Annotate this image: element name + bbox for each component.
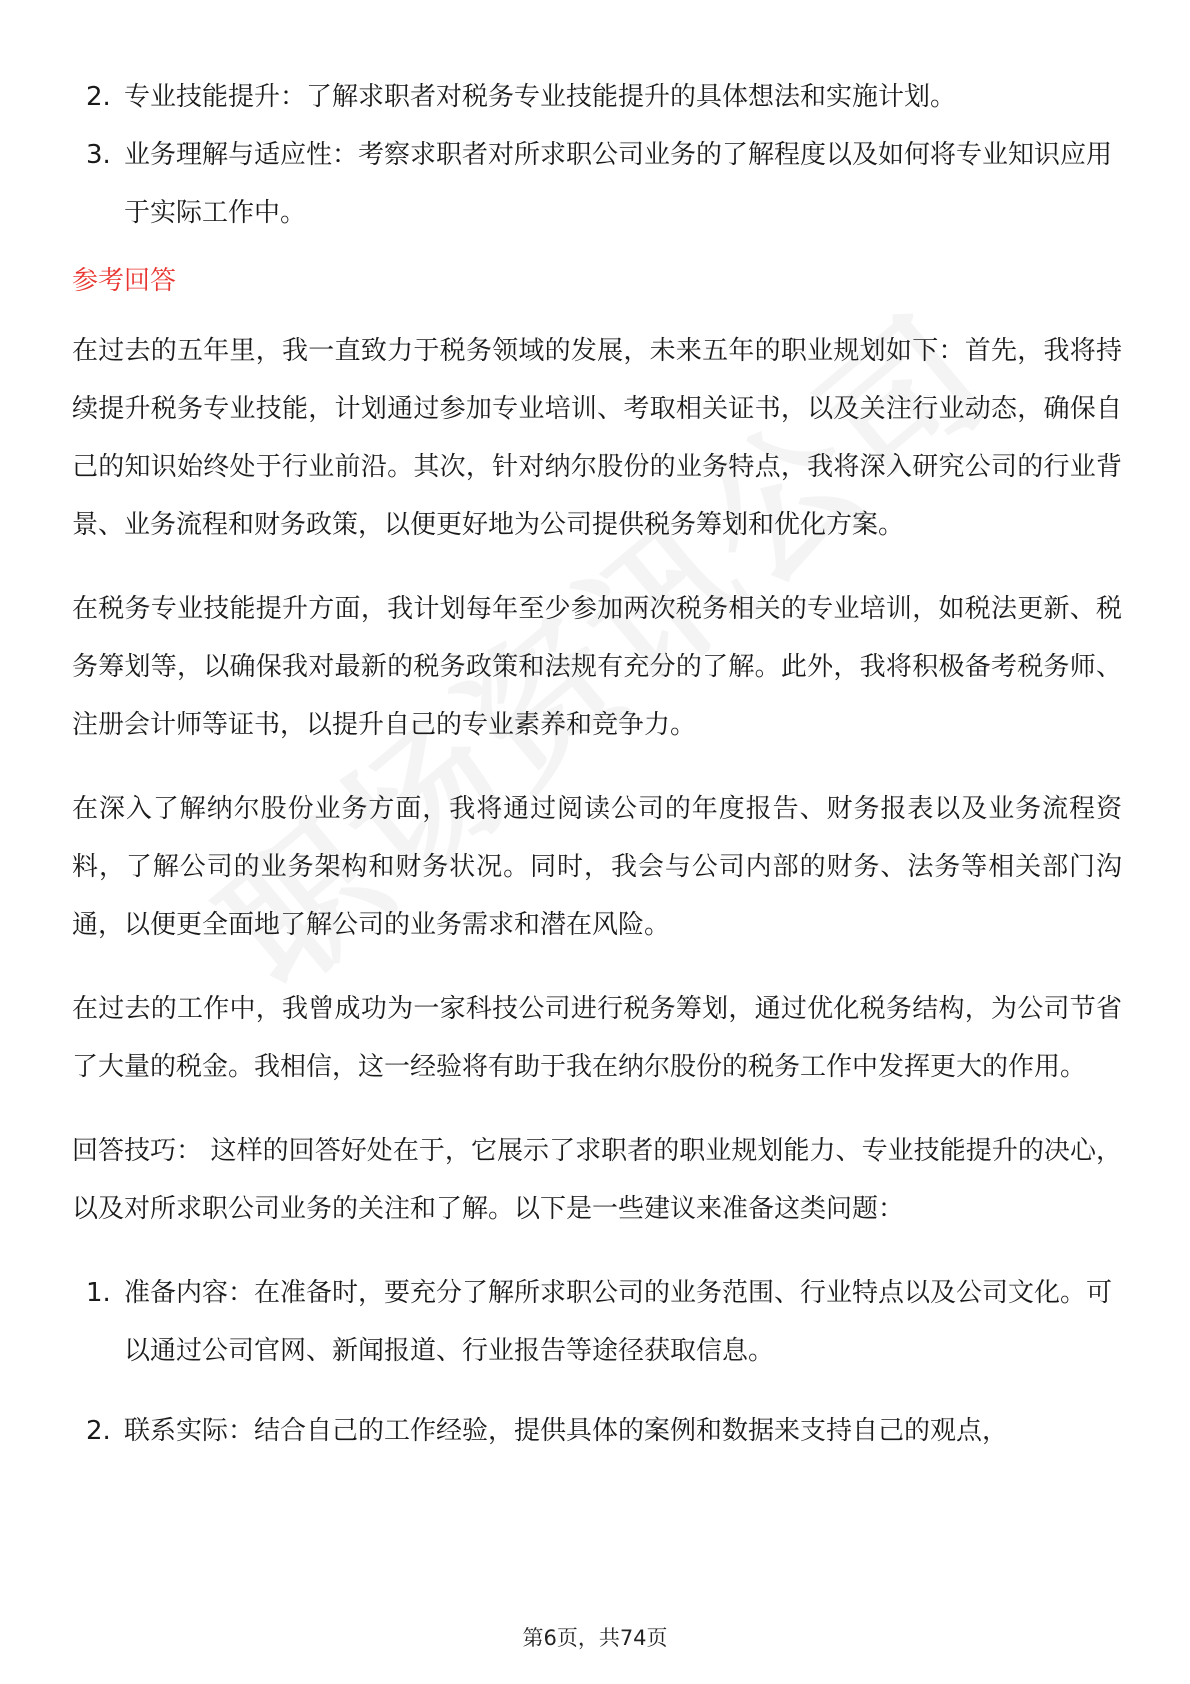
answer-paragraph: 在深入了解纳尔股份业务方面，我将通过阅读公司的年度报告、财务报表以及业务流程资料，了解公司的业务架构和财务状况。同时，我会与公司内部的财务、法务等相关部门沟通，以便更全面地了解公司的业务需求和潜在风险。 — [72, 794, 1122, 940]
list-item — [72, 1264, 1122, 1380]
tips-list — [72, 1264, 1122, 1460]
section-title: 参考回答 — [72, 266, 177, 296]
list-number: 1. — [86, 1278, 111, 1308]
list-text: 专业技能提升：了解求职者对税务专业技能提升的具体想法和实施计划。 — [124, 82, 957, 112]
list-number: 2. — [86, 82, 111, 112]
list-text: 联系实际：结合自己的工作经验，提供具体的案例和数据来支持自己的观点， — [124, 1416, 1009, 1446]
answer-paragraph: 在过去的五年里，我一直致力于税务领域的发展，未来五年的职业规划如下：首先，我将持续提升税务专业技能，计划通过参加专业培训、考取相关证书，以及关注行业动态，确保自己的知识始终处于行业前沿。其次，针对纳尔股份的业务特点，我将深入研究公司的行业背景、业务流程和财务政策，以便更好地为公司提供税务筹划和优化方案。 — [72, 336, 1122, 540]
question-points-list — [72, 68, 1122, 242]
tips-intro-paragraph: 回答技巧： 这样的回答好处在于，它展示了求职者的职业规划能力、专业技能提升的决心，以及对所求职公司业务的关注和了解。以下是一些建议来准备这类问题： — [72, 1136, 1122, 1224]
answer-paragraph: 在税务专业技能提升方面，我计划每年至少参加两次税务相关的专业培训，如税法更新、税务筹划等，以确保我对最新的税务政策和法规有充分的了解。此外，我将积极备考税务师、注册会计师等证书，以提升自己的专业素养和竞争力。 — [72, 594, 1122, 740]
list-number: 3. — [86, 140, 111, 170]
list-item — [72, 126, 1122, 242]
list-text: 准备内容：在准备时，要充分了解所求职公司的业务范围、行业特点以及公司文化。可以通过公司官网、新闻报道、行业报告等途径获取信息。 — [124, 1278, 1113, 1366]
page-content — [72, 68, 1122, 1482]
list-item — [72, 1402, 1122, 1460]
answer-paragraph: 在过去的工作中，我曾成功为一家科技公司进行税务筹划，通过优化税务结构，为公司节省了大量的税金。我相信，这一经验将有助于我在纳尔股份的税务工作中发挥更大的作用。 — [72, 994, 1122, 1082]
list-text: 业务理解与适应性：考察求职者对所求职公司业务的了解程度以及如何将专业知识应用于实际工作中。 — [124, 140, 1113, 228]
list-number: 2. — [86, 1416, 111, 1446]
page-footer: 第6页，共74页 — [522, 1626, 668, 1650]
list-item — [72, 68, 1122, 126]
